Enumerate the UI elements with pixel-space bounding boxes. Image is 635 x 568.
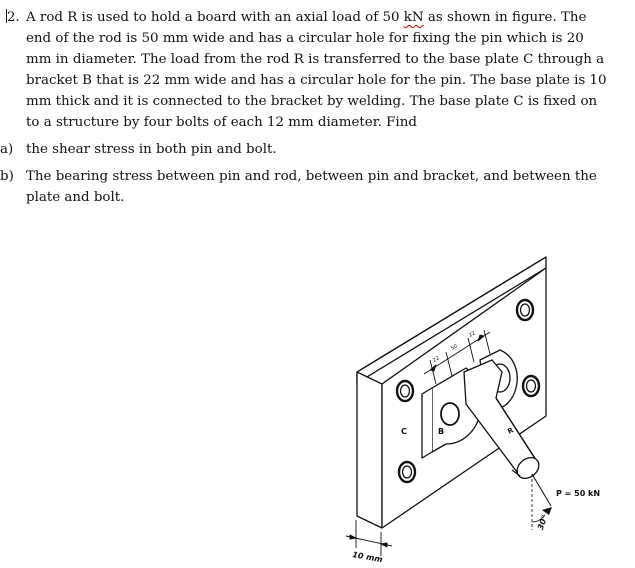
label-r: R xyxy=(506,426,515,436)
question-text-start: A rod R is used to hold a board with an axial load of 50 xyxy=(26,10,404,25)
flagged-unit: kN xyxy=(403,10,424,25)
part-a-text: the shear stress in both pin and bolt. xyxy=(26,142,277,157)
part-b-text: The bearing stress between pin and rod, between pin and bracket, and between the plate and bolt. xyxy=(26,169,597,205)
angle-label: 30° xyxy=(535,513,550,532)
question-text-end: as shown in figure. The end of the rod is 50 mm wide and has a circular hole for fixing the pin which is 20 mm in diameter. The load from the rod R is transferred to the base plate C through a bracket B that is 22 mm wide and has a circular hole for the pin. The base plate is 10 mm thick and it is connected to the bracket by welding. The base plate C is fixed on to a structure by four bolts of each 12 mm diameter. Find xyxy=(26,10,607,130)
label-c: C xyxy=(401,427,407,436)
thickness-label: 10 mm xyxy=(351,550,384,565)
part-b-label: b) xyxy=(0,169,14,184)
dim-22-right: 22 xyxy=(468,330,477,339)
question-number: 2. xyxy=(7,10,20,25)
load-label: P = 50 kN xyxy=(556,489,601,498)
dim-50: 50 xyxy=(450,343,459,352)
dim-22-left: 22 xyxy=(432,355,441,364)
label-b: B xyxy=(438,427,445,436)
part-a-label: a) xyxy=(0,142,14,157)
